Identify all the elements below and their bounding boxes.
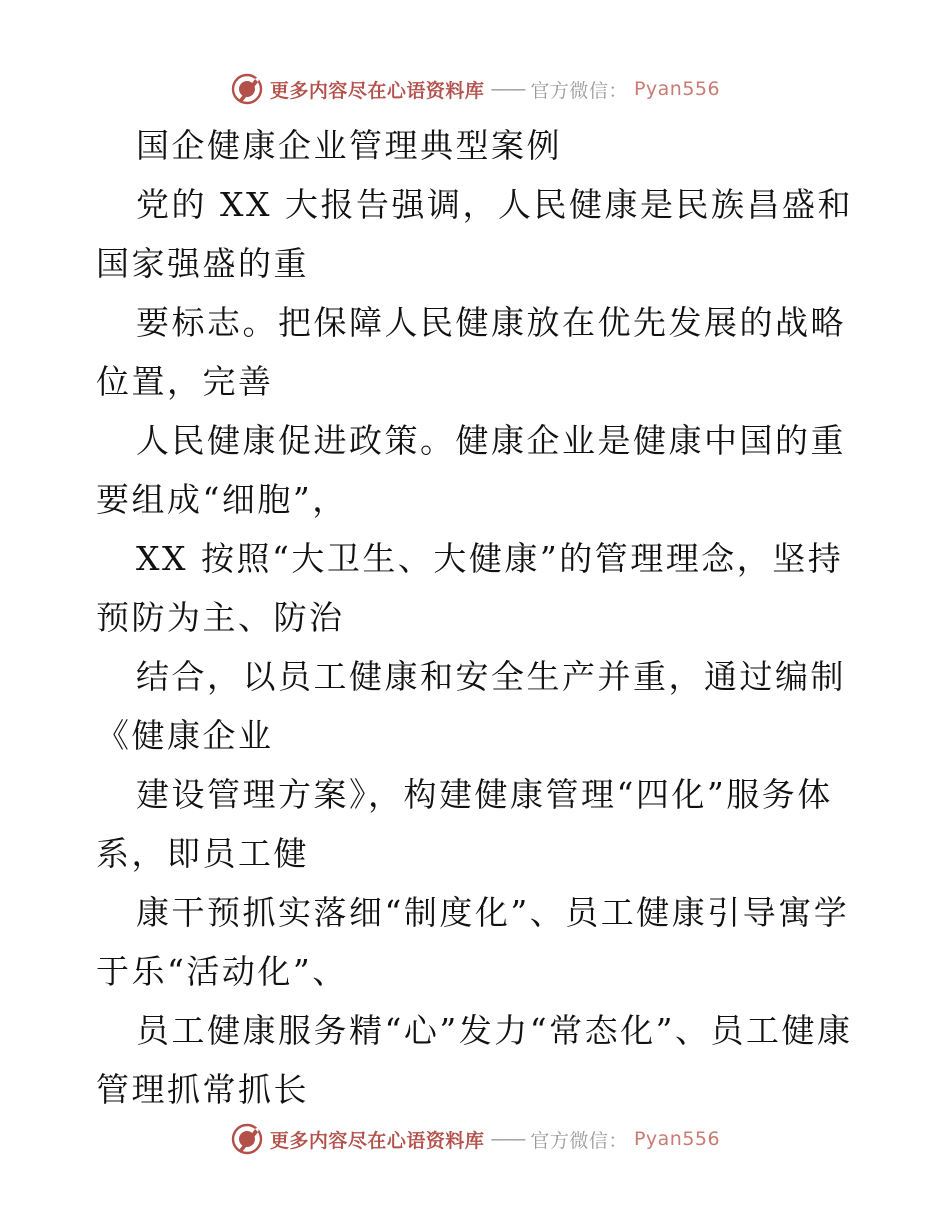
promo-text: 更多内容尽在心语资料库 [269, 79, 485, 102]
quill-logo-icon [230, 1122, 264, 1156]
document-body [96, 116, 856, 1119]
contact-label: 官方微信： [530, 79, 628, 102]
paragraph: 人民健康促进政策。健康企业是健康中国的重要组成“细胞”， [96, 421, 846, 519]
paragraph: 党的 XX 大报告强调，人民健康是民族昌盛和国家强盛的重 [96, 185, 853, 283]
header-watermark-banner [0, 72, 950, 106]
separator: —— [490, 78, 525, 100]
wechat-account: Pyan556 [633, 78, 721, 100]
wechat-account: Pyan556 [633, 1128, 721, 1150]
paragraph: 康干预抓实落细“制度化”、员工健康引导寓学于乐“活动化”、 [96, 893, 850, 991]
document-title: 国企健康企业管理典型案例 [136, 126, 562, 165]
paragraph: 建设管理方案》，构建健康管理“四化”服务体系，即员工健 [96, 775, 833, 873]
paragraph: 员工健康服务精“心”发力“常态化”、员工健康管理抓常抓长 [96, 1011, 853, 1109]
paragraph: 要标志。把保障人民健康放在优先发展的战略位置，完善 [96, 303, 846, 401]
footer-watermark-banner [0, 1122, 950, 1156]
paragraph: 结合，以员工健康和安全生产并重，通过编制《健康企业 [96, 657, 846, 755]
promo-text: 更多内容尽在心语资料库 [269, 1129, 485, 1152]
paragraph: XX 按照“大卫生、大健康”的管理理念，坚持预防为主、防治 [96, 539, 844, 637]
quill-logo-icon [230, 72, 264, 106]
separator: —— [490, 1128, 525, 1150]
contact-label: 官方微信： [530, 1129, 628, 1152]
